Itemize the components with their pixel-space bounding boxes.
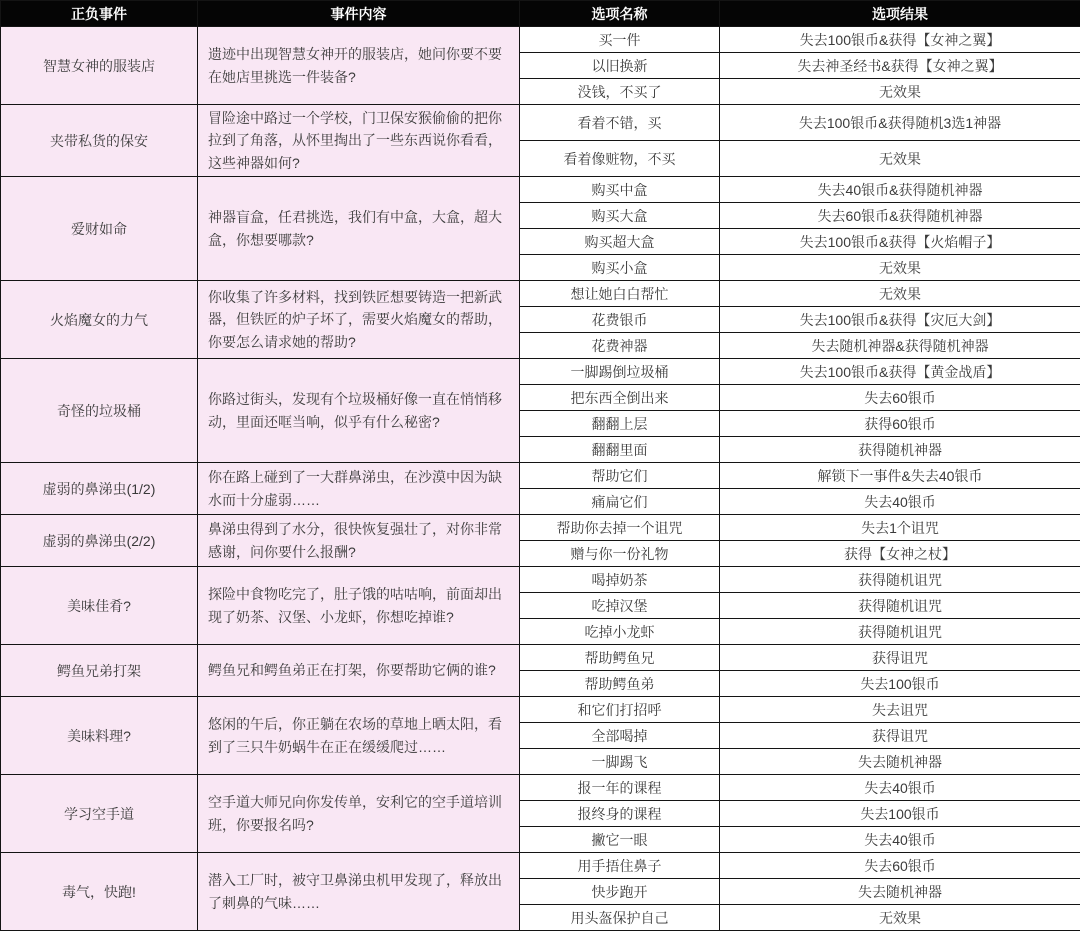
event-name-cell: 夹带私货的保安 (1, 105, 198, 177)
option-label-cell: 帮助它们 (520, 463, 720, 489)
option-label-cell: 报一年的课程 (520, 775, 720, 801)
option-label-cell: 看着不错，买 (520, 105, 720, 141)
option-row (1, 359, 1080, 385)
option-result-cell: 无效果 (720, 141, 1080, 177)
event-desc-cell: 冒险途中路过一个学校，门卫保安猴偷偷的把你拉到了角落，从怀里掏出了一些东西说你看看，这些神器如何? (198, 105, 520, 177)
option-label-cell: 帮助鳄鱼兄 (520, 645, 720, 671)
option-result-cell: 失去40银币&获得随机神器 (720, 177, 1080, 203)
col-header-option: 选项名称 (520, 1, 720, 27)
option-label-cell: 购买小盒 (520, 255, 720, 281)
option-label-cell: 翻翻上层 (520, 411, 720, 437)
option-result-cell: 失去40银币 (720, 489, 1080, 515)
option-label-cell: 一脚踢飞 (520, 749, 720, 775)
option-result-cell: 失去60银币 (720, 385, 1080, 411)
event-desc-cell: 探险中食物吃完了，肚子饿的咕咕响，前面却出现了奶茶、汉堡、小龙虾，你想吃掉谁? (198, 567, 520, 645)
event-name-cell: 鳄鱼兄弟打架 (1, 645, 198, 697)
option-row (1, 567, 1080, 593)
event-name-cell: 火焰魔女的力气 (1, 281, 198, 359)
option-result-cell: 获得【女神之杖】 (720, 541, 1080, 567)
option-result-cell: 无效果 (720, 281, 1080, 307)
option-row (1, 645, 1080, 671)
option-result-cell: 获得随机诅咒 (720, 567, 1080, 593)
option-label-cell: 吃掉小龙虾 (520, 619, 720, 645)
option-row (1, 463, 1080, 489)
option-label-cell: 以旧换新 (520, 53, 720, 79)
option-result-cell: 失去100银币&获得【黄金战盾】 (720, 359, 1080, 385)
event-name-cell: 奇怪的垃圾桶 (1, 359, 198, 463)
option-result-cell: 失去随机神器 (720, 879, 1080, 905)
option-label-cell: 购买大盒 (520, 203, 720, 229)
event-name-cell: 爱财如命 (1, 177, 198, 281)
event-name-cell: 美味佳肴? (1, 567, 198, 645)
option-result-cell: 失去神圣经书&获得【女神之翼】 (720, 53, 1080, 79)
option-result-cell: 失去随机神器&获得随机神器 (720, 333, 1080, 359)
option-label-cell: 痛扁它们 (520, 489, 720, 515)
option-row (1, 27, 1080, 53)
event-desc-cell: 潜入工厂时，被守卫鼻涕虫机甲发现了，释放出了刺鼻的气味…… (198, 853, 520, 931)
event-name-cell: 虚弱的鼻涕虫(2/2) (1, 515, 198, 567)
option-row (1, 697, 1080, 723)
option-label-cell: 报终身的课程 (520, 801, 720, 827)
event-name-cell: 美味料理? (1, 697, 198, 775)
option-result-cell: 失去40银币 (720, 827, 1080, 853)
option-label-cell: 没钱，不买了 (520, 79, 720, 105)
option-result-cell: 失去100银币&获得随机3选1神器 (720, 105, 1080, 141)
option-label-cell: 买一件 (520, 27, 720, 53)
event-name-cell: 学习空手道 (1, 775, 198, 853)
event-name-cell: 虚弱的鼻涕虫(1/2) (1, 463, 198, 515)
option-result-cell: 失去100银币 (720, 801, 1080, 827)
option-result-cell: 失去随机神器 (720, 749, 1080, 775)
option-label-cell: 和它们打招呼 (520, 697, 720, 723)
option-row (1, 775, 1080, 801)
option-label-cell: 看着像赃物，不买 (520, 141, 720, 177)
option-result-cell: 失去40银币 (720, 775, 1080, 801)
option-label-cell: 把东西全倒出来 (520, 385, 720, 411)
option-result-cell: 获得随机神器 (720, 437, 1080, 463)
option-label-cell: 用头盔保护自己 (520, 905, 720, 931)
option-label-cell: 想让她白白帮忙 (520, 281, 720, 307)
option-label-cell: 花费神器 (520, 333, 720, 359)
option-result-cell: 获得随机诅咒 (720, 619, 1080, 645)
option-result-cell: 失去100银币&获得【女神之翼】 (720, 27, 1080, 53)
event-desc-cell: 你在路上碰到了一大群鼻涕虫，在沙漠中因为缺水而十分虚弱…… (198, 463, 520, 515)
option-label-cell: 帮助鳄鱼弟 (520, 671, 720, 697)
col-header-result: 选项结果 (720, 1, 1080, 27)
option-label-cell: 一脚踢倒垃圾桶 (520, 359, 720, 385)
option-label-cell: 购买中盒 (520, 177, 720, 203)
col-header-content: 事件内容 (198, 1, 520, 27)
option-label-cell: 全部喝掉 (520, 723, 720, 749)
option-label-cell: 花费银币 (520, 307, 720, 333)
event-desc-cell: 鳄鱼兄和鳄鱼弟正在打架，你要帮助它俩的谁? (198, 645, 520, 697)
option-result-cell: 解锁下一事件&失去40银币 (720, 463, 1080, 489)
event-desc-cell: 悠闲的午后，你正躺在农场的草地上晒太阳，看到了三只牛奶蜗牛在正在缓缓爬过…… (198, 697, 520, 775)
event-desc-cell: 空手道大师兄向你发传单，安利它的空手道培训班，你要报名吗? (198, 775, 520, 853)
event-desc-cell: 你收集了许多材料，找到铁匠想要铸造一把新武器，但铁匠的炉子坏了，需要火焰魔女的帮助，你要怎么请求她的帮助? (198, 281, 520, 359)
option-row (1, 853, 1080, 879)
option-row (1, 515, 1080, 541)
option-result-cell: 失去100银币 (720, 671, 1080, 697)
option-label-cell: 购买超大盒 (520, 229, 720, 255)
event-name-cell: 智慧女神的服装店 (1, 27, 198, 105)
col-header-event: 正负事件 (1, 1, 198, 27)
event-name-cell: 毒气，快跑! (1, 853, 198, 931)
option-label-cell: 快步跑开 (520, 879, 720, 905)
option-result-cell: 失去诅咒 (720, 697, 1080, 723)
option-result-cell: 失去1个诅咒 (720, 515, 1080, 541)
option-result-cell: 获得60银币 (720, 411, 1080, 437)
option-result-cell: 失去100银币&获得【火焰帽子】 (720, 229, 1080, 255)
option-result-cell: 无效果 (720, 255, 1080, 281)
header-row (1, 1, 1080, 27)
option-result-cell: 无效果 (720, 905, 1080, 931)
event-desc-cell: 遗迹中出现智慧女神开的服装店，她问你要不要在她店里挑选一件装备? (198, 27, 520, 105)
option-result-cell: 失去100银币&获得【灾厄大剑】 (720, 307, 1080, 333)
option-row (1, 177, 1080, 203)
event-desc-cell: 鼻涕虫得到了水分，很快恢复强壮了，对你非常感谢，问你要什么报酬? (198, 515, 520, 567)
option-result-cell: 失去60银币 (720, 853, 1080, 879)
option-result-cell: 获得诅咒 (720, 645, 1080, 671)
event-desc-cell: 你路过街头，发现有个垃圾桶好像一直在悄悄移动，里面还哐当响，似乎有什么秘密? (198, 359, 520, 463)
option-label-cell: 赠与你一份礼物 (520, 541, 720, 567)
option-label-cell: 喝掉奶茶 (520, 567, 720, 593)
option-result-cell: 获得诅咒 (720, 723, 1080, 749)
option-label-cell: 翻翻里面 (520, 437, 720, 463)
option-label-cell: 用手捂住鼻子 (520, 853, 720, 879)
option-label-cell: 撇它一眼 (520, 827, 720, 853)
option-result-cell: 获得随机诅咒 (720, 593, 1080, 619)
option-result-cell: 失去60银币&获得随机神器 (720, 203, 1080, 229)
option-row (1, 105, 1080, 141)
option-label-cell: 帮助你去掉一个诅咒 (520, 515, 720, 541)
option-label-cell: 吃掉汉堡 (520, 593, 720, 619)
option-row (1, 281, 1080, 307)
event-desc-cell: 神器盲盒，任君挑选，我们有中盒，大盒，超大盒，你想要哪款? (198, 177, 520, 281)
option-result-cell: 无效果 (720, 79, 1080, 105)
